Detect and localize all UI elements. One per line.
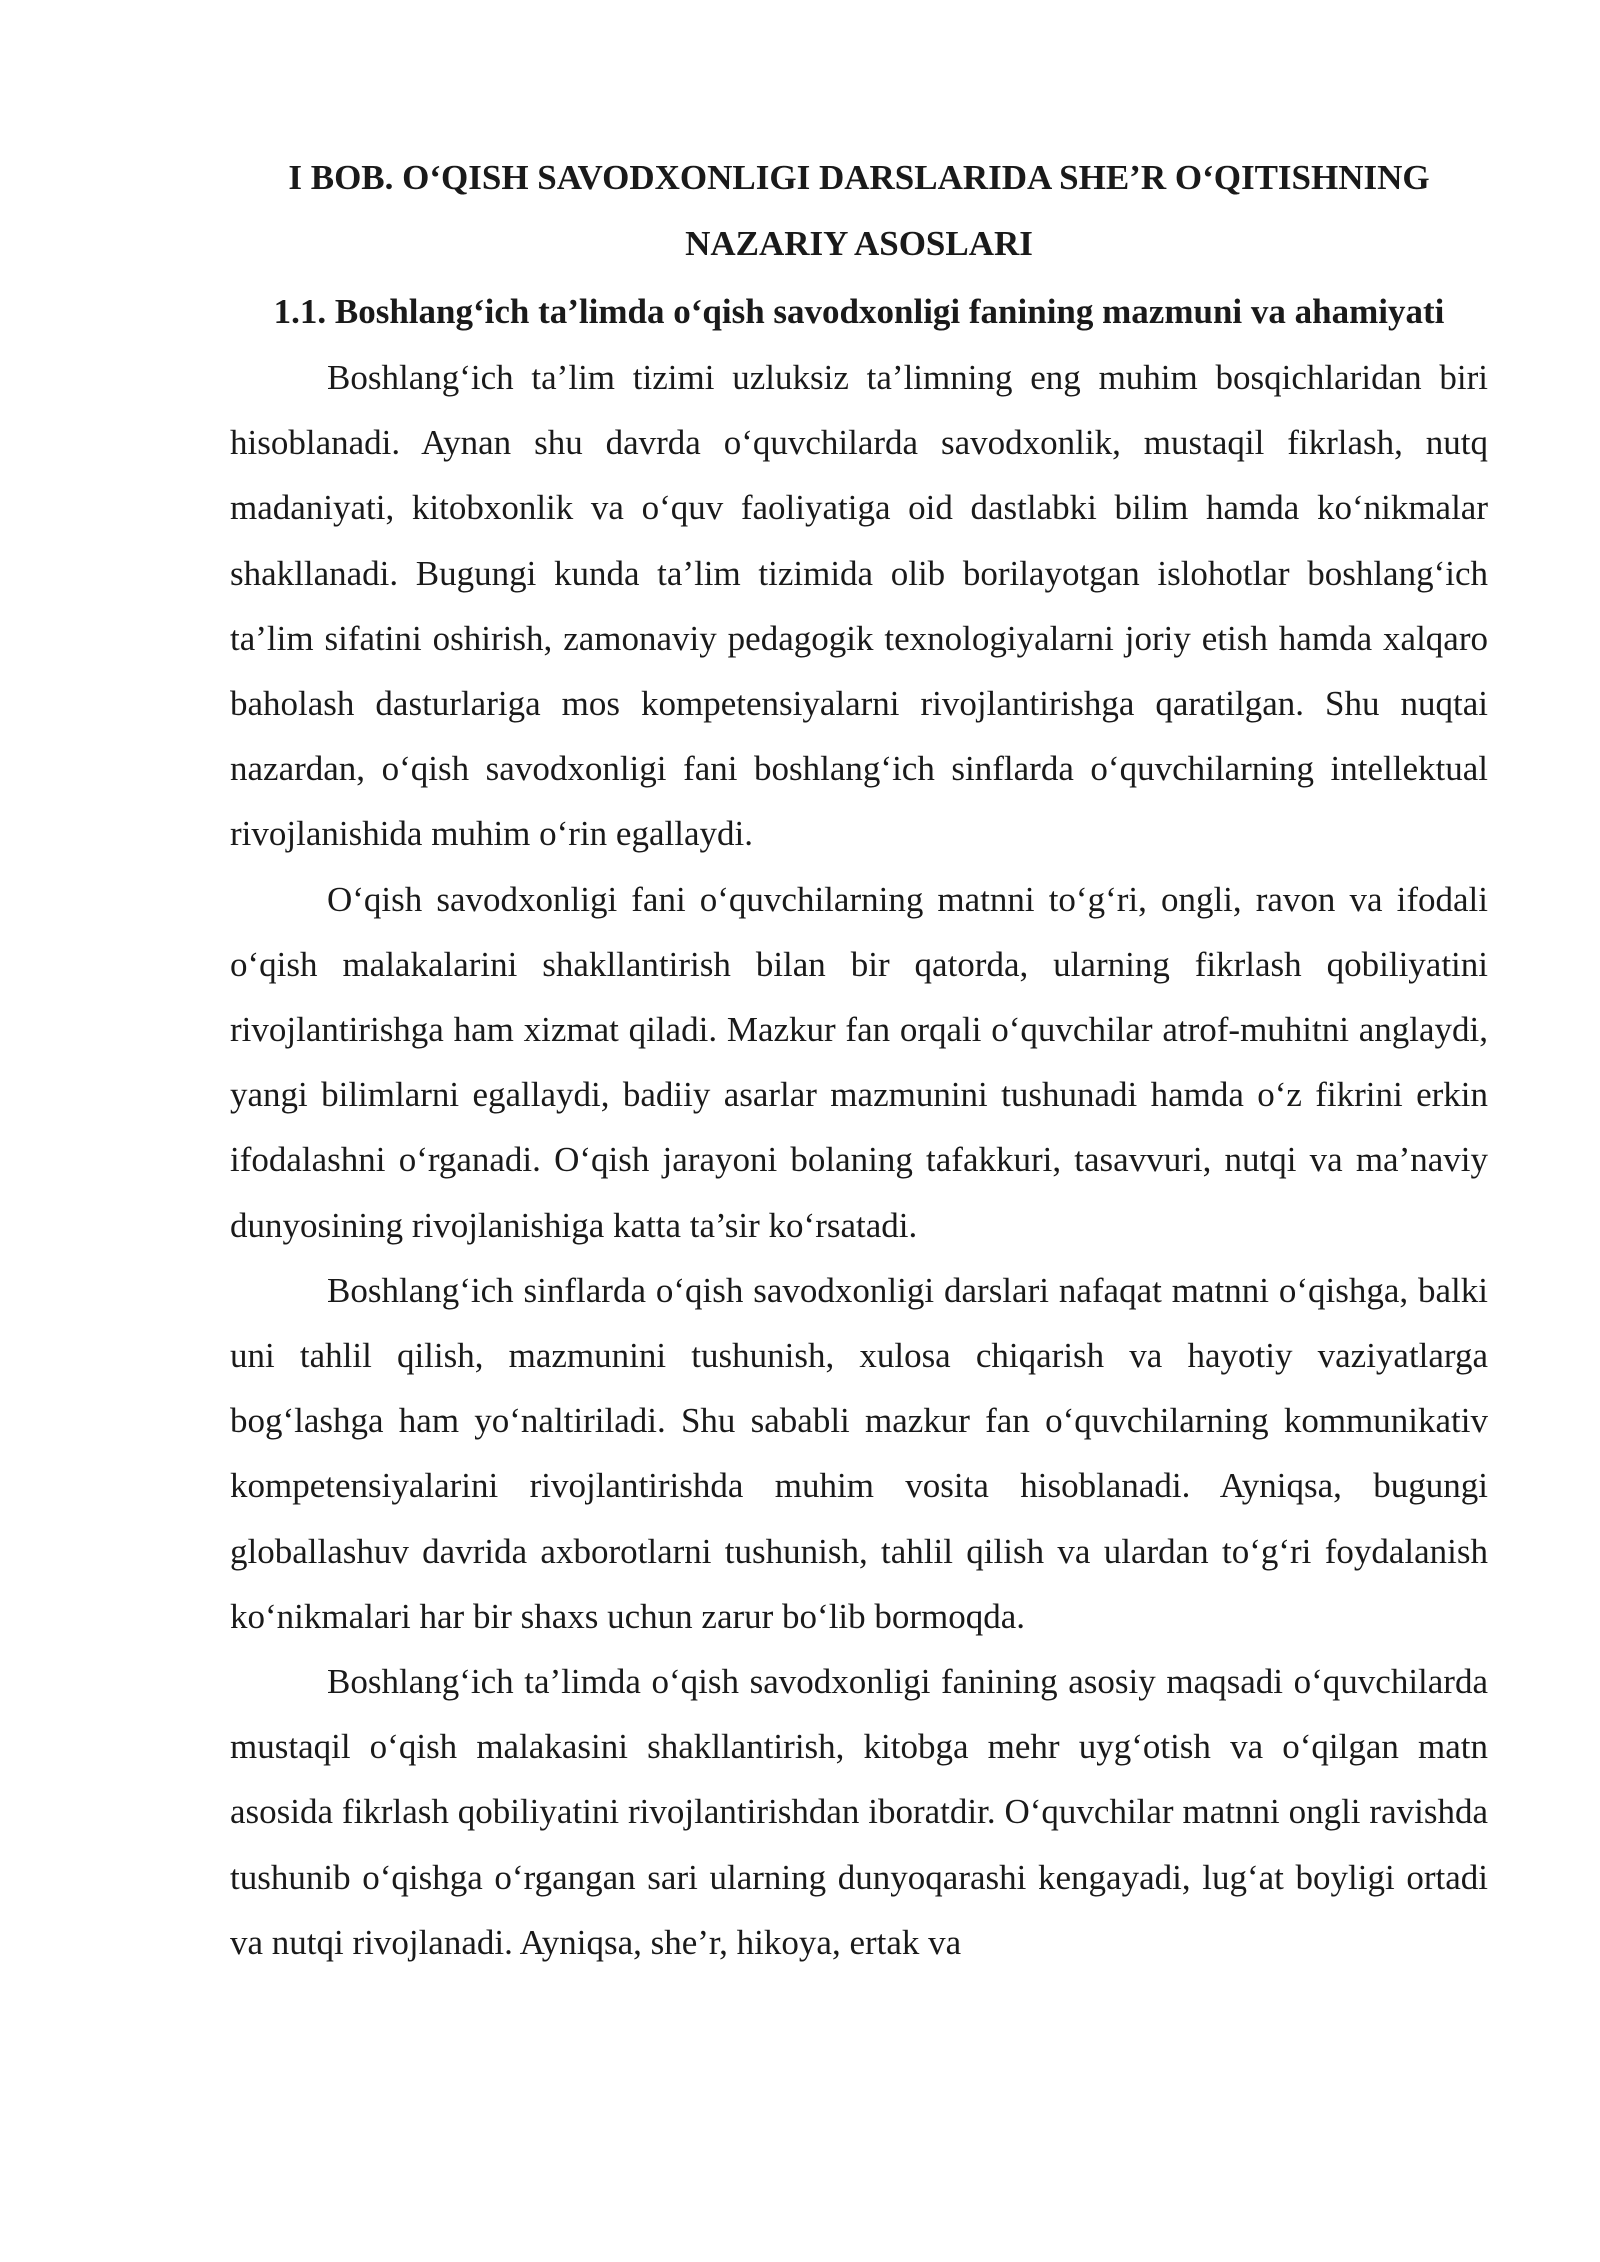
paragraph: Boshlang‘ich ta’limda o‘qish savodxonligi fanining asosiy maqsadi o‘quvchilarda mustaqil o‘qish malakasini shakllantirish, kitobga mehr uyg‘otish va o‘qilgan matn asosida fikrlash qobiliyatini rivojlantirishdan iboratdir. O‘quvchilar matnni ongli ravishda tushunib o‘qishga o‘rgangan sari ularning dunyoqarashi kengayadi, lug‘at boyligi ortadi va nutqi rivojlanadi. Ayniqsa, she’r, hikoya, ertak va (230, 1662, 1488, 1962)
paragraph: O‘qish savodxonligi fani o‘quvchilarning matnni to‘g‘ri, ongli, ravon va ifodali o‘qish malakalarini shakllantirish bilan bir qatorda, ularning fikrlash qobiliyatini rivojlantirishga ham xizmat qiladi. Mazkur fan orqali o‘quvchilar atrof-muhitni anglaydi, yangi bilimlarni egallaydi, badiiy asarlar mazmunini tushunadi hamda o‘z fikrini erkin ifodalashni o‘rganadi. O‘qish jarayoni bolaning tafakkuri, tasavvuri, nutqi va ma’naviy dunyosining rivojlanishiga katta ta’sir ko‘rsatadi. (230, 879, 1488, 1245)
paragraph: Boshlang‘ich ta’lim tizimi uzluksiz ta’limning eng muhim bosqichlaridan biri hisoblanadi. Aynan shu davrda o‘quvchilarda savodxonlik, mustaqil fikrlash, nutq madaniyati, kitobxonlik va o‘quv faoliyatiga oid dastlabki bilim hamda ko‘nikmalar shakllanadi. Bugungi kunda ta’lim tizimida olib borilayotgan islohotlar boshlang‘ich ta’lim sifatini oshirish, zamonaviy pedagogik texnologiyalarni joriy etish hamda xalqaro baholash dasturlariga mos kompetensiyalarni rivojlantirishga qaratilgan. Shu nuqtai nazardan, o‘qish savodxonligi fani boshlang‘ich sinflarda o‘quvchilarning intellektual rivojlanishida muhim o‘rin egallaydi. (230, 358, 1488, 854)
document-page (230, 145, 1488, 1975)
paragraph: Boshlang‘ich sinflarda o‘qish savodxonligi darslari nafaqat matnni o‘qishga, balki uni tahlil qilish, mazmunini tushunish, xulosa chiqarish va hayotiy vaziyatlarga bog‘lashga ham yo‘naltiriladi. Shu sababli mazkur fan o‘quvchilarning kommunikativ kompetensiyalarini rivojlantirishda muhim vosita hisoblanadi. Ayniqsa, bugungi globallashuv davrida axborotlarni tushunish, tahlil qilish va ulardan to‘g‘ri foydalanish ko‘nikmalari har bir shaxs uchun zarur bo‘lib bormoqda. (230, 1270, 1488, 1636)
chapter-title: I BOB. O‘QISH SAVODXONLIGI DARSLARIDA SHE’R O‘QITISHNING NAZARIY ASOSLARI (288, 158, 1430, 263)
section-title: 1.1. Boshlang‘ich ta’limda o‘qish savodxonligi fanining mazmuni va ahamiyati (273, 292, 1445, 331)
